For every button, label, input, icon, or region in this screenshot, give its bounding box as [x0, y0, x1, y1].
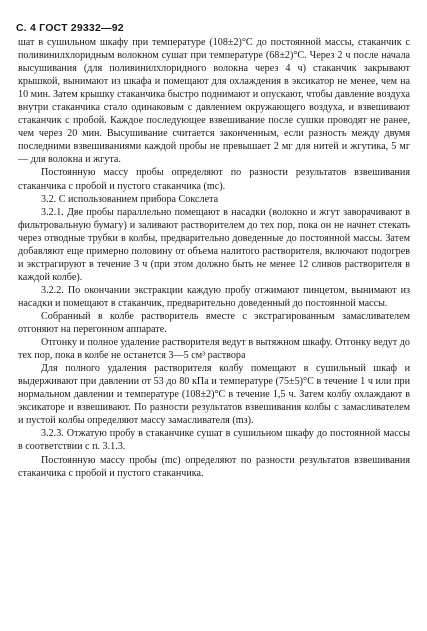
paragraph-continuation: шат в сушильном шкафу при температуре (108±2)°С до постоянной массы, стаканчик с поливинилхлоридным волокном сушат при температуре (68±2)°С. Через 2 ч после начала высушивания (для поливинилхлоридного волокна через 4 ч) стаканчик закрывают крышкой, вынимают из шкафа и помещают для охлаждения в эксикатор не менее, чем на 10 мин. Затем крышку стаканчика быстро поднимают и опускают, чтобы давление воздуха внутри стаканчика стало одинаковым с давлением окружающего воздуха, и взвешивают стаканчик с пробой. Каждое последующее взвешивание после сушки проводят не ранее, чем через 20 мин. Высушивание считается законченным, если разность между двумя последними взвешиваниями каждой пробы не превышает 2 мг для нитей и жгутика, 5 мг — для волокна и жгута. — [18, 37, 410, 166]
paragraph-3-2-2: 3.2.2. По окончании экстракции каждую пробу отжимают пинцетом, вынимают из насадки и помещают в стаканчик, предварительно доведенный до постоянной массы. — [18, 284, 410, 309]
document-body — [18, 36, 410, 480]
paragraph-constant-mass: Постоянную массу пробы определяют по разности результатов взвешивания стаканчика с пробой и пустого стаканчика (mс). — [18, 167, 410, 192]
paragraph-final-mass: Постоянную массу пробы (mс) определяют по разности результатов взвешивания стаканчика с пробой и пустого стаканчика. — [18, 454, 410, 479]
page-header: С. 4 ГОСТ 29332—92 — [16, 22, 124, 34]
section-heading-soxhlet: 3.2. С использованием прибора Сокслета — [41, 193, 219, 205]
paragraph-3-2-1: 3.2.1. Две пробы параллельно помещают в насадки (волокно и жгут заворачивают в фильтровальную бумагу) и заливают растворителем до тех пор, пока он не начнет стекать через отводные трубки в колбы, предварительно доведенные до постоянной массы. Затем добавляют еще примерно половину от объема налитого растворителя, включают подогрев и экстрагируют в течение 3 ч (при этом должно быть не менее 12 сливов растворителя в каждой колбе). — [18, 206, 410, 283]
paragraph-solvent-collection: Собранный в колбе растворитель вместе с экстрагированным замасливателем отгоняют на перегонном аппарате. — [18, 310, 410, 336]
paragraph-3-2-3: 3.2.3. Отжатую пробу в стаканчике сушат в сушильном шкафу до постоянной массы в соответствии с п. 3.1.3. — [18, 428, 410, 453]
paragraph-distillation: Отгонку и полное удаление растворителя ведут в вытяжном шкафу. Отгонку ведут до тех пор, пока в колбе не останется 3—5 см³ раствора — [18, 337, 410, 362]
paragraph-drying-flask: Для полного удаления растворителя колбу помещают в сушильный шкаф и выдерживают при давлении от 53 до 80 кПа и температуре (75±5)°С в течение 1 ч или при нормальном давлении и температуре (108±2)°С в течение 1,5 ч. Затем колбу охлаждают в эксикаторе и взвешивают. По разности результатов взвешивания колбы с замасливателем и пустой колбы определяют массу замасливателя (mз). — [18, 363, 410, 427]
